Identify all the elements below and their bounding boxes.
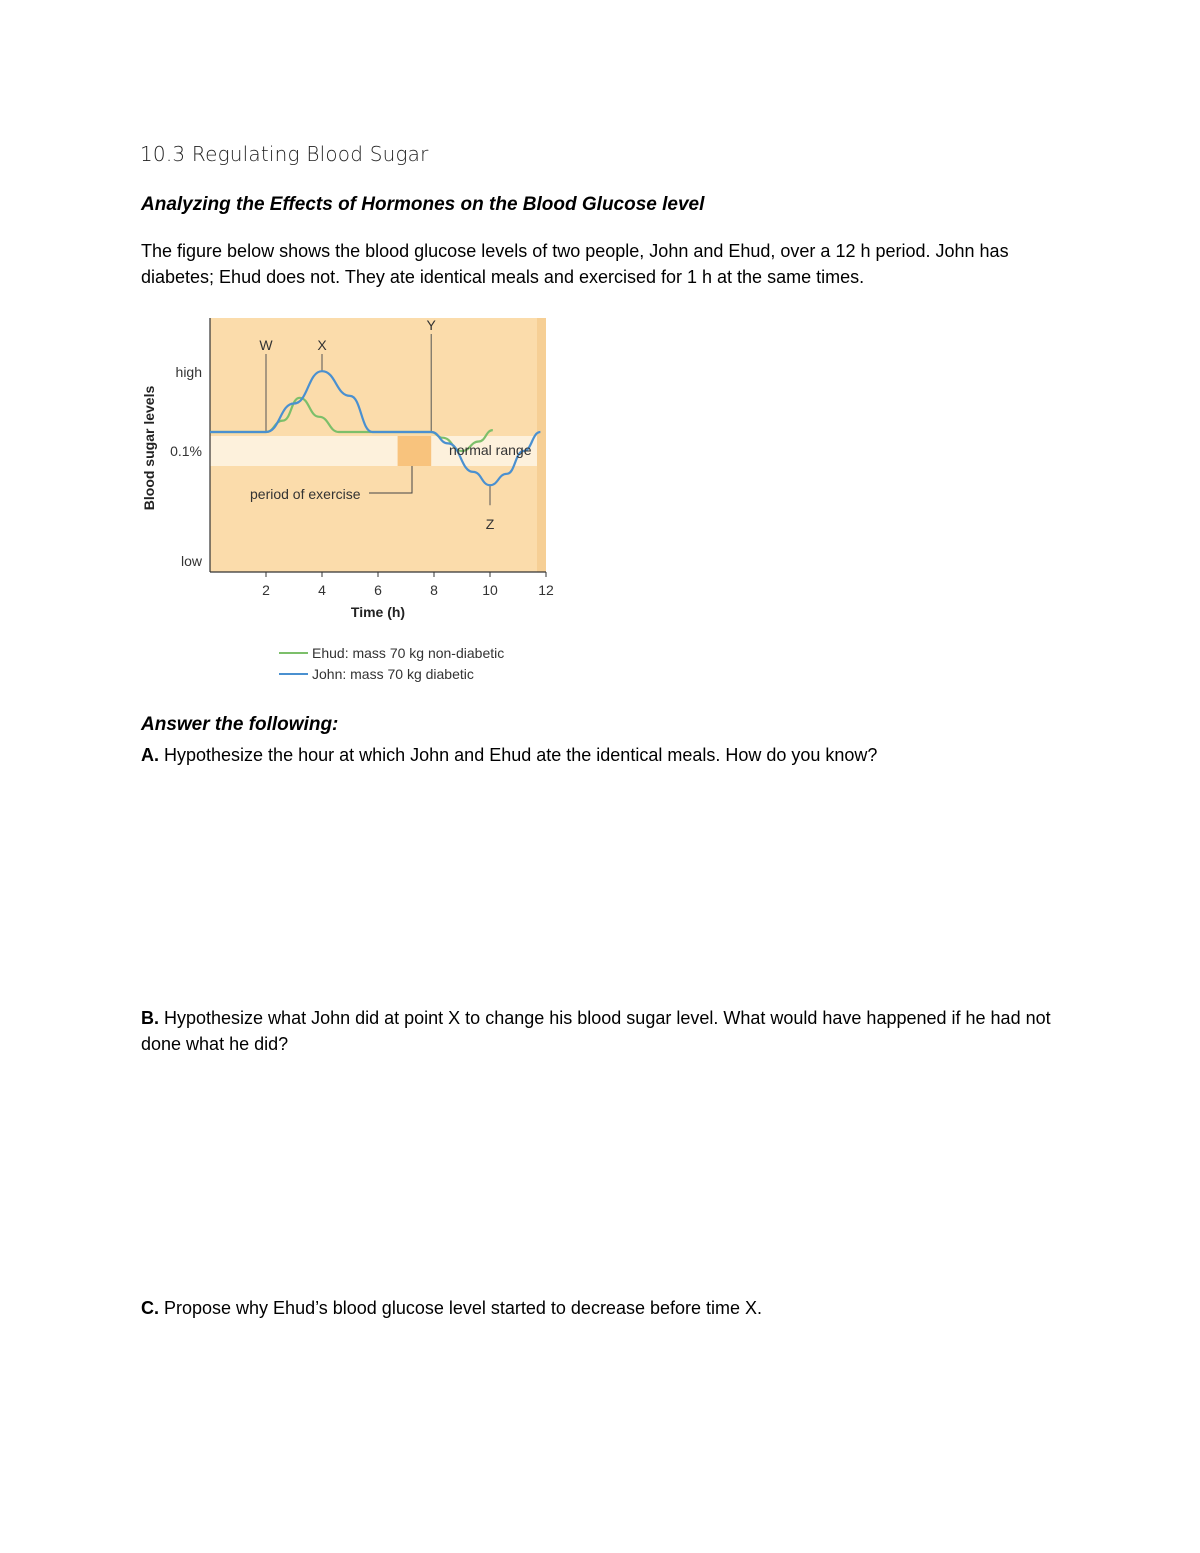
right-stripe xyxy=(537,318,546,572)
normal-range-label: normal range xyxy=(449,442,532,458)
answer-heading: Answer the following: xyxy=(141,714,339,735)
y-tick-high: high xyxy=(175,364,202,380)
question-c-letter: C. xyxy=(141,1298,159,1318)
marker-label-x: X xyxy=(317,337,327,353)
y-tick-low: low xyxy=(180,553,202,569)
x-tick-label-12: 12 xyxy=(538,582,554,598)
exercise-label: period of exercise xyxy=(250,486,361,502)
x-tick-label-8: 8 xyxy=(430,582,438,598)
marker-label-y: Y xyxy=(426,317,436,333)
question-a xyxy=(141,742,1061,768)
legend-label-john: John: mass 70 kg diabetic xyxy=(312,666,474,682)
marker-label-w: W xyxy=(259,337,273,353)
x-tick-label-2: 2 xyxy=(262,582,270,598)
intro-paragraph: The figure below shows the blood glucose levels of two people, John and Ehud, over a 12 h period. John has diabetes; Ehud does not. They ate identical meals and exercised for 1 h at the same times. xyxy=(141,241,1009,287)
exercise-period-box xyxy=(398,436,432,466)
question-b xyxy=(141,1005,1061,1057)
legend-label-ehud: Ehud: mass 70 kg non-diabetic xyxy=(312,645,505,661)
blood-sugar-chart xyxy=(132,308,562,693)
question-c xyxy=(141,1295,1061,1321)
y-tick-mid: 0.1% xyxy=(170,443,202,459)
question-c-text: Propose why Ehud’s blood glucose level started to decrease before time X. xyxy=(159,1298,763,1318)
question-a-letter: A. xyxy=(141,745,159,765)
x-tick-label-6: 6 xyxy=(374,582,382,598)
x-tick-label-10: 10 xyxy=(482,582,498,598)
section-subtitle: Analyzing the Effects of Hormones on the Blood Glucose level xyxy=(141,194,705,215)
y-axis-label: Blood sugar levels xyxy=(141,385,157,511)
question-b-text: Hypothesize what John did at point X to change his blood sugar level. What would have happened if he had not done what he did? xyxy=(141,1008,1051,1054)
page-title: 10.3 Regulating Blood Sugar xyxy=(140,142,429,166)
marker-label-z: Z xyxy=(485,516,495,533)
x-tick-label-4: 4 xyxy=(318,582,326,598)
question-b-letter: B. xyxy=(141,1008,159,1028)
question-a-text: Hypothesize the hour at which John and Ehud ate the identical meals. How do you know? xyxy=(159,745,878,765)
x-axis-label: Time (h) xyxy=(350,604,406,620)
